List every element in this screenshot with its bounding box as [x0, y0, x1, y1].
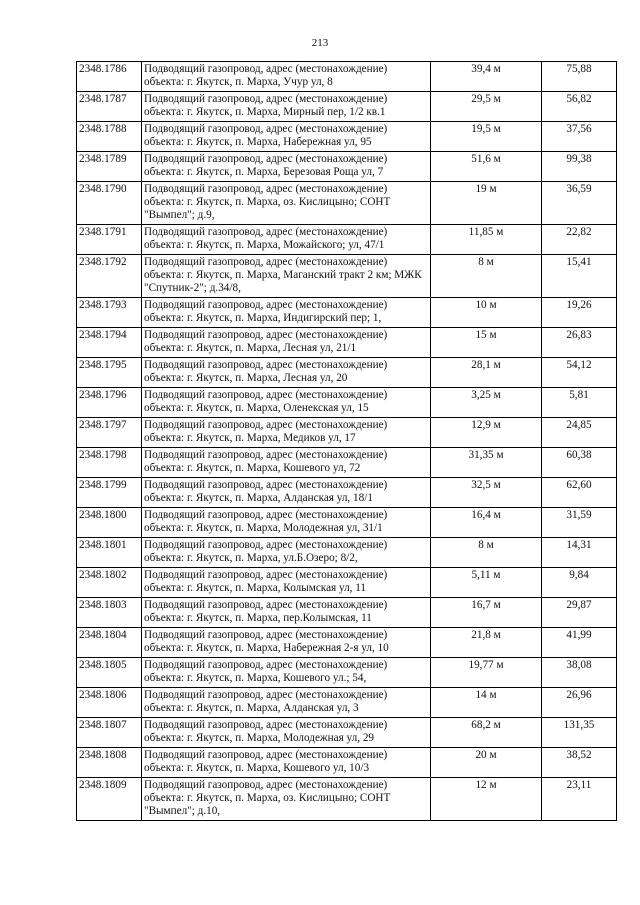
- row-length-cell: 21,8 м: [431, 628, 542, 658]
- table-row: [77, 448, 617, 478]
- row-id-cell: 2348.1808: [77, 748, 142, 778]
- row-description-cell: Подводящий газопровод, адрес (местонахождение) объекта: г. Якутск, п. Марха, пер.Колымская, 11: [142, 598, 431, 628]
- row-length-cell: 16,7 м: [431, 598, 542, 628]
- row-id-cell: 2348.1797: [77, 418, 142, 448]
- row-description-cell: Подводящий газопровод, адрес (местонахождение) объекта: г. Якутск, п. Марха, Набережная 2-я ул, 10: [142, 628, 431, 658]
- row-value-cell: 36,59: [542, 182, 617, 225]
- row-length-cell: 51,6 м: [431, 152, 542, 182]
- row-length-cell: 29,5 м: [431, 92, 542, 122]
- row-length-cell: 32,5 м: [431, 478, 542, 508]
- row-value-cell: 38,52: [542, 748, 617, 778]
- property-table: [76, 61, 617, 821]
- row-value-cell: 131,35: [542, 718, 617, 748]
- row-description-cell: Подводящий газопровод, адрес (местонахождение) объекта: г. Якутск, п. Марха, Кошевого ул, 72: [142, 448, 431, 478]
- table-row: [77, 418, 617, 448]
- row-id-cell: 2348.1809: [77, 778, 142, 821]
- row-length-cell: 19 м: [431, 182, 542, 225]
- row-value-cell: 15,41: [542, 255, 617, 298]
- row-length-cell: 31,35 м: [431, 448, 542, 478]
- row-length-cell: 12,9 м: [431, 418, 542, 448]
- row-value-cell: 14,31: [542, 538, 617, 568]
- row-id-cell: 2348.1789: [77, 152, 142, 182]
- row-length-cell: 20 м: [431, 748, 542, 778]
- table-row: [77, 255, 617, 298]
- row-value-cell: 54,12: [542, 358, 617, 388]
- row-id-cell: 2348.1788: [77, 122, 142, 152]
- row-id-cell: 2348.1787: [77, 92, 142, 122]
- row-length-cell: 19,5 м: [431, 122, 542, 152]
- row-length-cell: 39,4 м: [431, 62, 542, 92]
- row-description-cell: Подводящий газопровод, адрес (местонахождение) объекта: г. Якутск, п. Марха, Учур ул, 8: [142, 62, 431, 92]
- row-length-cell: 3,25 м: [431, 388, 542, 418]
- row-id-cell: 2348.1794: [77, 328, 142, 358]
- row-length-cell: 8 м: [431, 538, 542, 568]
- table-row: [77, 688, 617, 718]
- row-description-cell: Подводящий газопровод, адрес (местонахождение) объекта: г. Якутск, п. Марха, оз. Кислицыно; СОНТ "Вымпел"; д.9,: [142, 182, 431, 225]
- row-value-cell: 99,38: [542, 152, 617, 182]
- row-description-cell: Подводящий газопровод, адрес (местонахождение) объекта: г. Якутск, п. Марха, Молодежная ул, 29: [142, 718, 431, 748]
- table-row: [77, 718, 617, 748]
- row-value-cell: 22,82: [542, 225, 617, 255]
- row-description-cell: Подводящий газопровод, адрес (местонахождение) объекта: г. Якутск, п. Марха, Индигирский пер; 1,: [142, 298, 431, 328]
- row-id-cell: 2348.1790: [77, 182, 142, 225]
- row-id-cell: 2348.1795: [77, 358, 142, 388]
- table-row: [77, 568, 617, 598]
- row-id-cell: 2348.1807: [77, 718, 142, 748]
- row-description-cell: Подводящий газопровод, адрес (местонахождение) объекта: г. Якутск, п. Марха, ул.Б.Озеро; 8/2,: [142, 538, 431, 568]
- row-length-cell: 11,85 м: [431, 225, 542, 255]
- row-id-cell: 2348.1793: [77, 298, 142, 328]
- row-value-cell: 5,81: [542, 388, 617, 418]
- row-value-cell: 37,56: [542, 122, 617, 152]
- row-id-cell: 2348.1791: [77, 225, 142, 255]
- row-length-cell: 28,1 м: [431, 358, 542, 388]
- row-length-cell: 8 м: [431, 255, 542, 298]
- table-row: [77, 328, 617, 358]
- row-id-cell: 2348.1796: [77, 388, 142, 418]
- row-length-cell: 14 м: [431, 688, 542, 718]
- row-description-cell: Подводящий газопровод, адрес (местонахождение) объекта: г. Якутск, п. Марха, Колымская ул, 11: [142, 568, 431, 598]
- row-value-cell: 26,96: [542, 688, 617, 718]
- row-id-cell: 2348.1802: [77, 568, 142, 598]
- row-length-cell: 10 м: [431, 298, 542, 328]
- table-row: [77, 478, 617, 508]
- row-id-cell: 2348.1805: [77, 658, 142, 688]
- row-length-cell: 19,77 м: [431, 658, 542, 688]
- row-value-cell: 19,26: [542, 298, 617, 328]
- row-value-cell: 31,59: [542, 508, 617, 538]
- table-row: [77, 122, 617, 152]
- row-value-cell: 26,83: [542, 328, 617, 358]
- row-description-cell: Подводящий газопровод, адрес (местонахождение) объекта: г. Якутск, п. Марха, Кошевого ул, 10/3: [142, 748, 431, 778]
- table-row: [77, 358, 617, 388]
- row-description-cell: Подводящий газопровод, адрес (местонахождение) объекта: г. Якутск, п. Марха, Можайского; ул, 47/1: [142, 225, 431, 255]
- row-description-cell: Подводящий газопровод, адрес (местонахождение) объекта: г. Якутск, п. Марха, Молодежная ул, 31/1: [142, 508, 431, 538]
- row-description-cell: Подводящий газопровод, адрес (местонахождение) объекта: г. Якутск, п. Марха, Набережная ул, 95: [142, 122, 431, 152]
- row-description-cell: Подводящий газопровод, адрес (местонахождение) объекта: г. Якутск, п. Марха, Алданская ул, 18/1: [142, 478, 431, 508]
- row-description-cell: Подводящий газопровод, адрес (местонахождение) объекта: г. Якутск, п. Марха, Оленекская ул, 15: [142, 388, 431, 418]
- table-row: [77, 658, 617, 688]
- row-id-cell: 2348.1792: [77, 255, 142, 298]
- table-row: [77, 748, 617, 778]
- row-value-cell: 29,87: [542, 598, 617, 628]
- row-id-cell: 2348.1799: [77, 478, 142, 508]
- row-description-cell: Подводящий газопровод, адрес (местонахождение) объекта: г. Якутск, п. Марха, оз. Кислицыно; СОНТ "Вымпел"; д.10,: [142, 778, 431, 821]
- row-description-cell: Подводящий газопровод, адрес (местонахождение) объекта: г. Якутск, п. Марха, Кошевого ул.; 54,: [142, 658, 431, 688]
- row-description-cell: Подводящий газопровод, адрес (местонахождение) объекта: г. Якутск, п. Марха, Маганский тракт 2 км; МЖК "Спутник-2"; д.34/8,: [142, 255, 431, 298]
- row-length-cell: 15 м: [431, 328, 542, 358]
- row-value-cell: 56,82: [542, 92, 617, 122]
- table-row: [77, 508, 617, 538]
- page-number: 213: [311, 37, 329, 49]
- table-body: [77, 62, 617, 821]
- table-row: [77, 62, 617, 92]
- row-description-cell: Подводящий газопровод, адрес (местонахождение) объекта: г. Якутск, п. Марха, Медиков ул, 17: [142, 418, 431, 448]
- row-id-cell: 2348.1786: [77, 62, 142, 92]
- row-value-cell: 75,88: [542, 62, 617, 92]
- row-id-cell: 2348.1803: [77, 598, 142, 628]
- table-row: [77, 92, 617, 122]
- row-value-cell: 38,08: [542, 658, 617, 688]
- row-id-cell: 2348.1798: [77, 448, 142, 478]
- row-length-cell: 68,2 м: [431, 718, 542, 748]
- row-value-cell: 24,85: [542, 418, 617, 448]
- row-value-cell: 23,11: [542, 778, 617, 821]
- table-row: [77, 152, 617, 182]
- row-value-cell: 60,38: [542, 448, 617, 478]
- row-value-cell: 62,60: [542, 478, 617, 508]
- table-row: [77, 598, 617, 628]
- row-description-cell: Подводящий газопровод, адрес (местонахождение) объекта: г. Якутск, п. Марха, Лесная ул, 20: [142, 358, 431, 388]
- row-id-cell: 2348.1801: [77, 538, 142, 568]
- row-id-cell: 2348.1804: [77, 628, 142, 658]
- table-row: [77, 182, 617, 225]
- table-row: [77, 388, 617, 418]
- row-value-cell: 41,99: [542, 628, 617, 658]
- row-description-cell: Подводящий газопровод, адрес (местонахождение) объекта: г. Якутск, п. Марха, Березовая Роща ул, 7: [142, 152, 431, 182]
- row-description-cell: Подводящий газопровод, адрес (местонахождение) объекта: г. Якутск, п. Марха, Лесная ул, 21/1: [142, 328, 431, 358]
- row-length-cell: 12 м: [431, 778, 542, 821]
- row-description-cell: Подводящий газопровод, адрес (местонахождение) объекта: г. Якутск, п. Марха, Алданская ул, 3: [142, 688, 431, 718]
- row-length-cell: 16,4 м: [431, 508, 542, 538]
- table-row: [77, 538, 617, 568]
- table-row: [77, 628, 617, 658]
- table-row: [77, 778, 617, 821]
- row-length-cell: 5,11 м: [431, 568, 542, 598]
- table-row: [77, 225, 617, 255]
- row-id-cell: 2348.1800: [77, 508, 142, 538]
- table-row: [77, 298, 617, 328]
- row-value-cell: 9,84: [542, 568, 617, 598]
- row-id-cell: 2348.1806: [77, 688, 142, 718]
- row-description-cell: Подводящий газопровод, адрес (местонахождение) объекта: г. Якутск, п. Марха, Мирный пер, 1/2 кв.1: [142, 92, 431, 122]
